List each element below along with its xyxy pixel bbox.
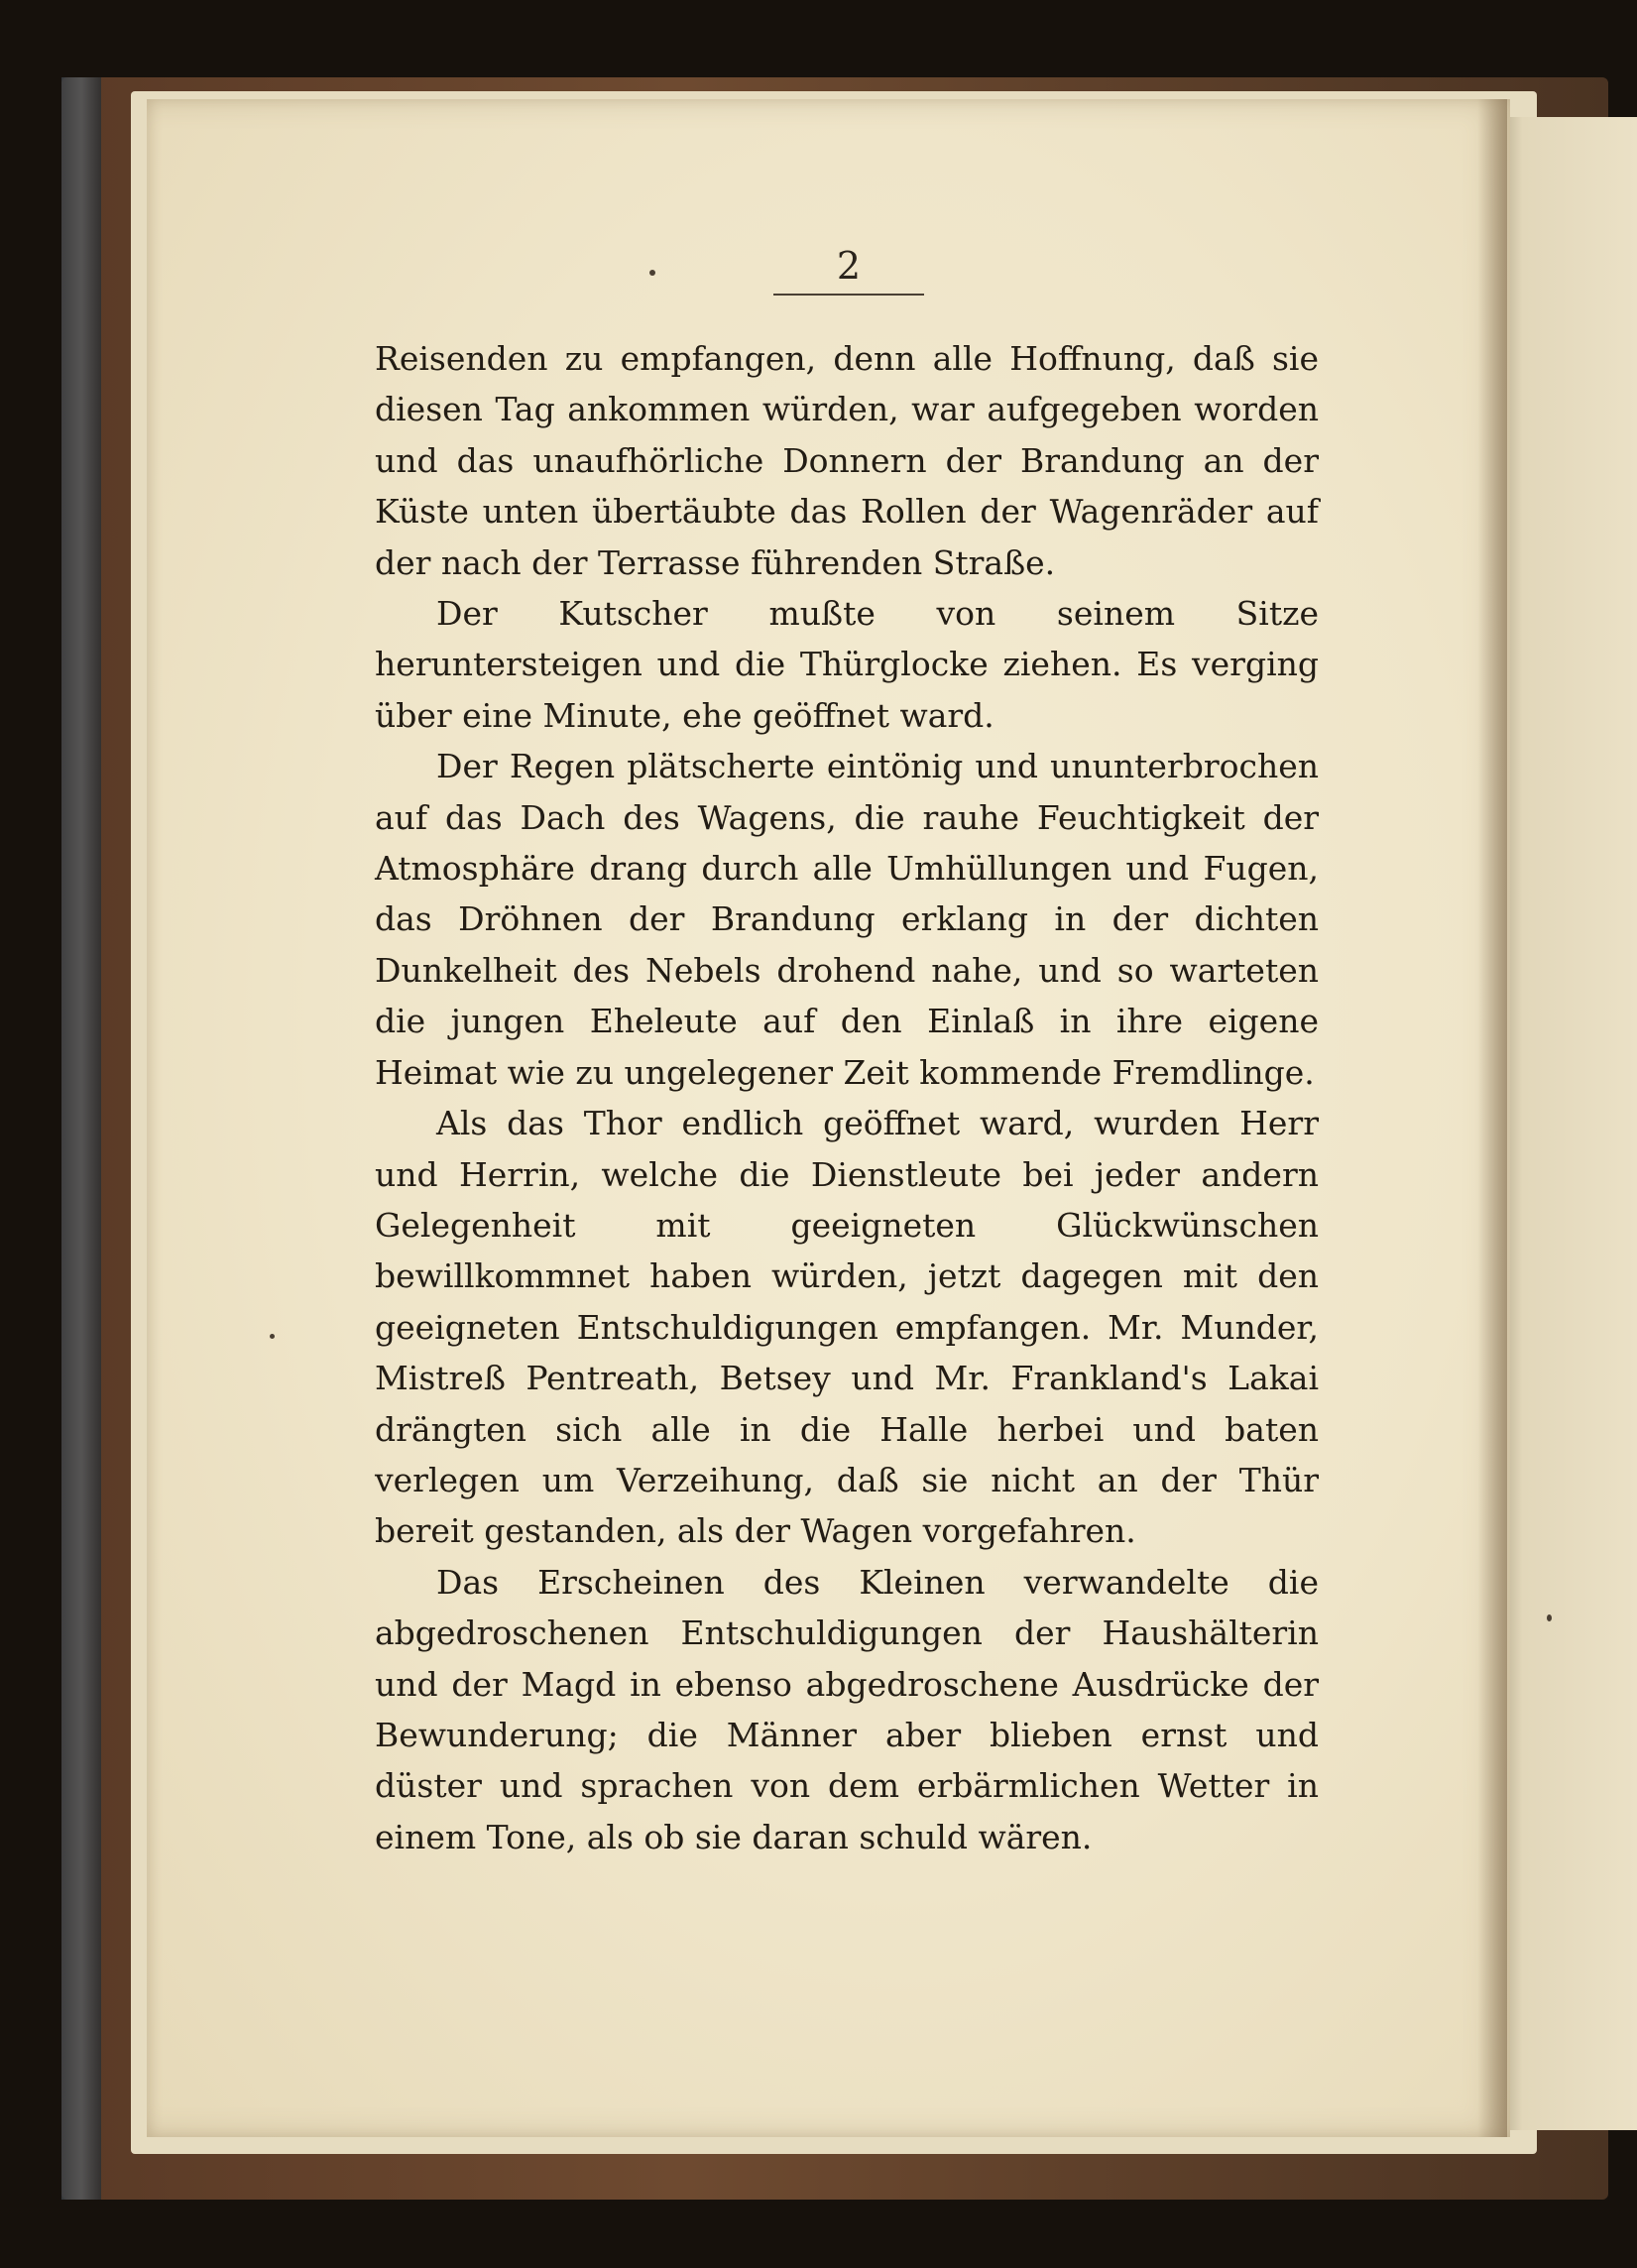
page-gutter-shadow <box>1477 99 1507 2137</box>
facing-page-edge <box>1497 117 1637 2130</box>
paragraph: Der Regen plätscherte eintönig und ununterbrochen auf das Dach des Wagens, die rauhe Feuchtigkeit der Atmosphäre drang durch alle Umhüllungen und Fugen, das Dröhnen der Brandung erklang in der dichten Dunkelheit des Nebels drohend nahe, und so warteten die jungen Eheleute auf den Einlaß in ihre eigene Heimat wie zu ungelegener Zeit kommende Fremdlinge. <box>375 747 1319 1092</box>
ink-speck <box>649 270 655 276</box>
ink-speck <box>1547 1614 1552 1621</box>
paragraph: Der Kutscher mußte von seinem Sitze heruntersteigen und die Thürglocke ziehen. Es verging über eine Minute, ehe geöffnet ward. <box>375 594 1319 735</box>
paragraph: Als das Thor endlich geöffnet ward, wurden Herr und Herrin, welche die Dienstleute bei jeder andern Gelegenheit mit geeigneten Glückwünschen bewillkommnet haben würden, jetzt dagegen mit den geeigneten Entschuldigungen empfangen. Mr. Munder, Mistreß Pentreath, Betsey und Mr. Frankland's Lakai drängten sich alle in die Halle herbei und baten verlegen um Verzeihung, daß sie nicht an der Thür bereit gestanden, als der Wagen vorgefahren. <box>375 1104 1319 1551</box>
page-number: 2 <box>836 244 862 288</box>
cover-edge <box>61 77 101 2200</box>
paragraph: Das Erscheinen des Kleinen verwandelte die abgedroschenen Entschuldigungen der Haushälterin und der Magd in ebenso abgedroschene Ausdrücke der Bewunderung; die Männer aber blieben ernst und düster und sprachen von dem erbärmlichen Wetter in einem Tone, als ob sie daran schuld wären. <box>375 1562 1319 1856</box>
paragraph: Reisenden zu empfangen, denn alle Hoffnung, daß sie diesen Tag ankommen würden, war aufgegeben worden und das unaufhörliche Donnern der Brandung an der Küste unten übertäubte das Rollen der Wagenräder auf der nach der Terrasse führenden Straße. <box>375 339 1319 582</box>
page-body-text <box>375 333 1319 1862</box>
ink-speck <box>270 1334 275 1339</box>
page-number-rule <box>773 294 924 296</box>
